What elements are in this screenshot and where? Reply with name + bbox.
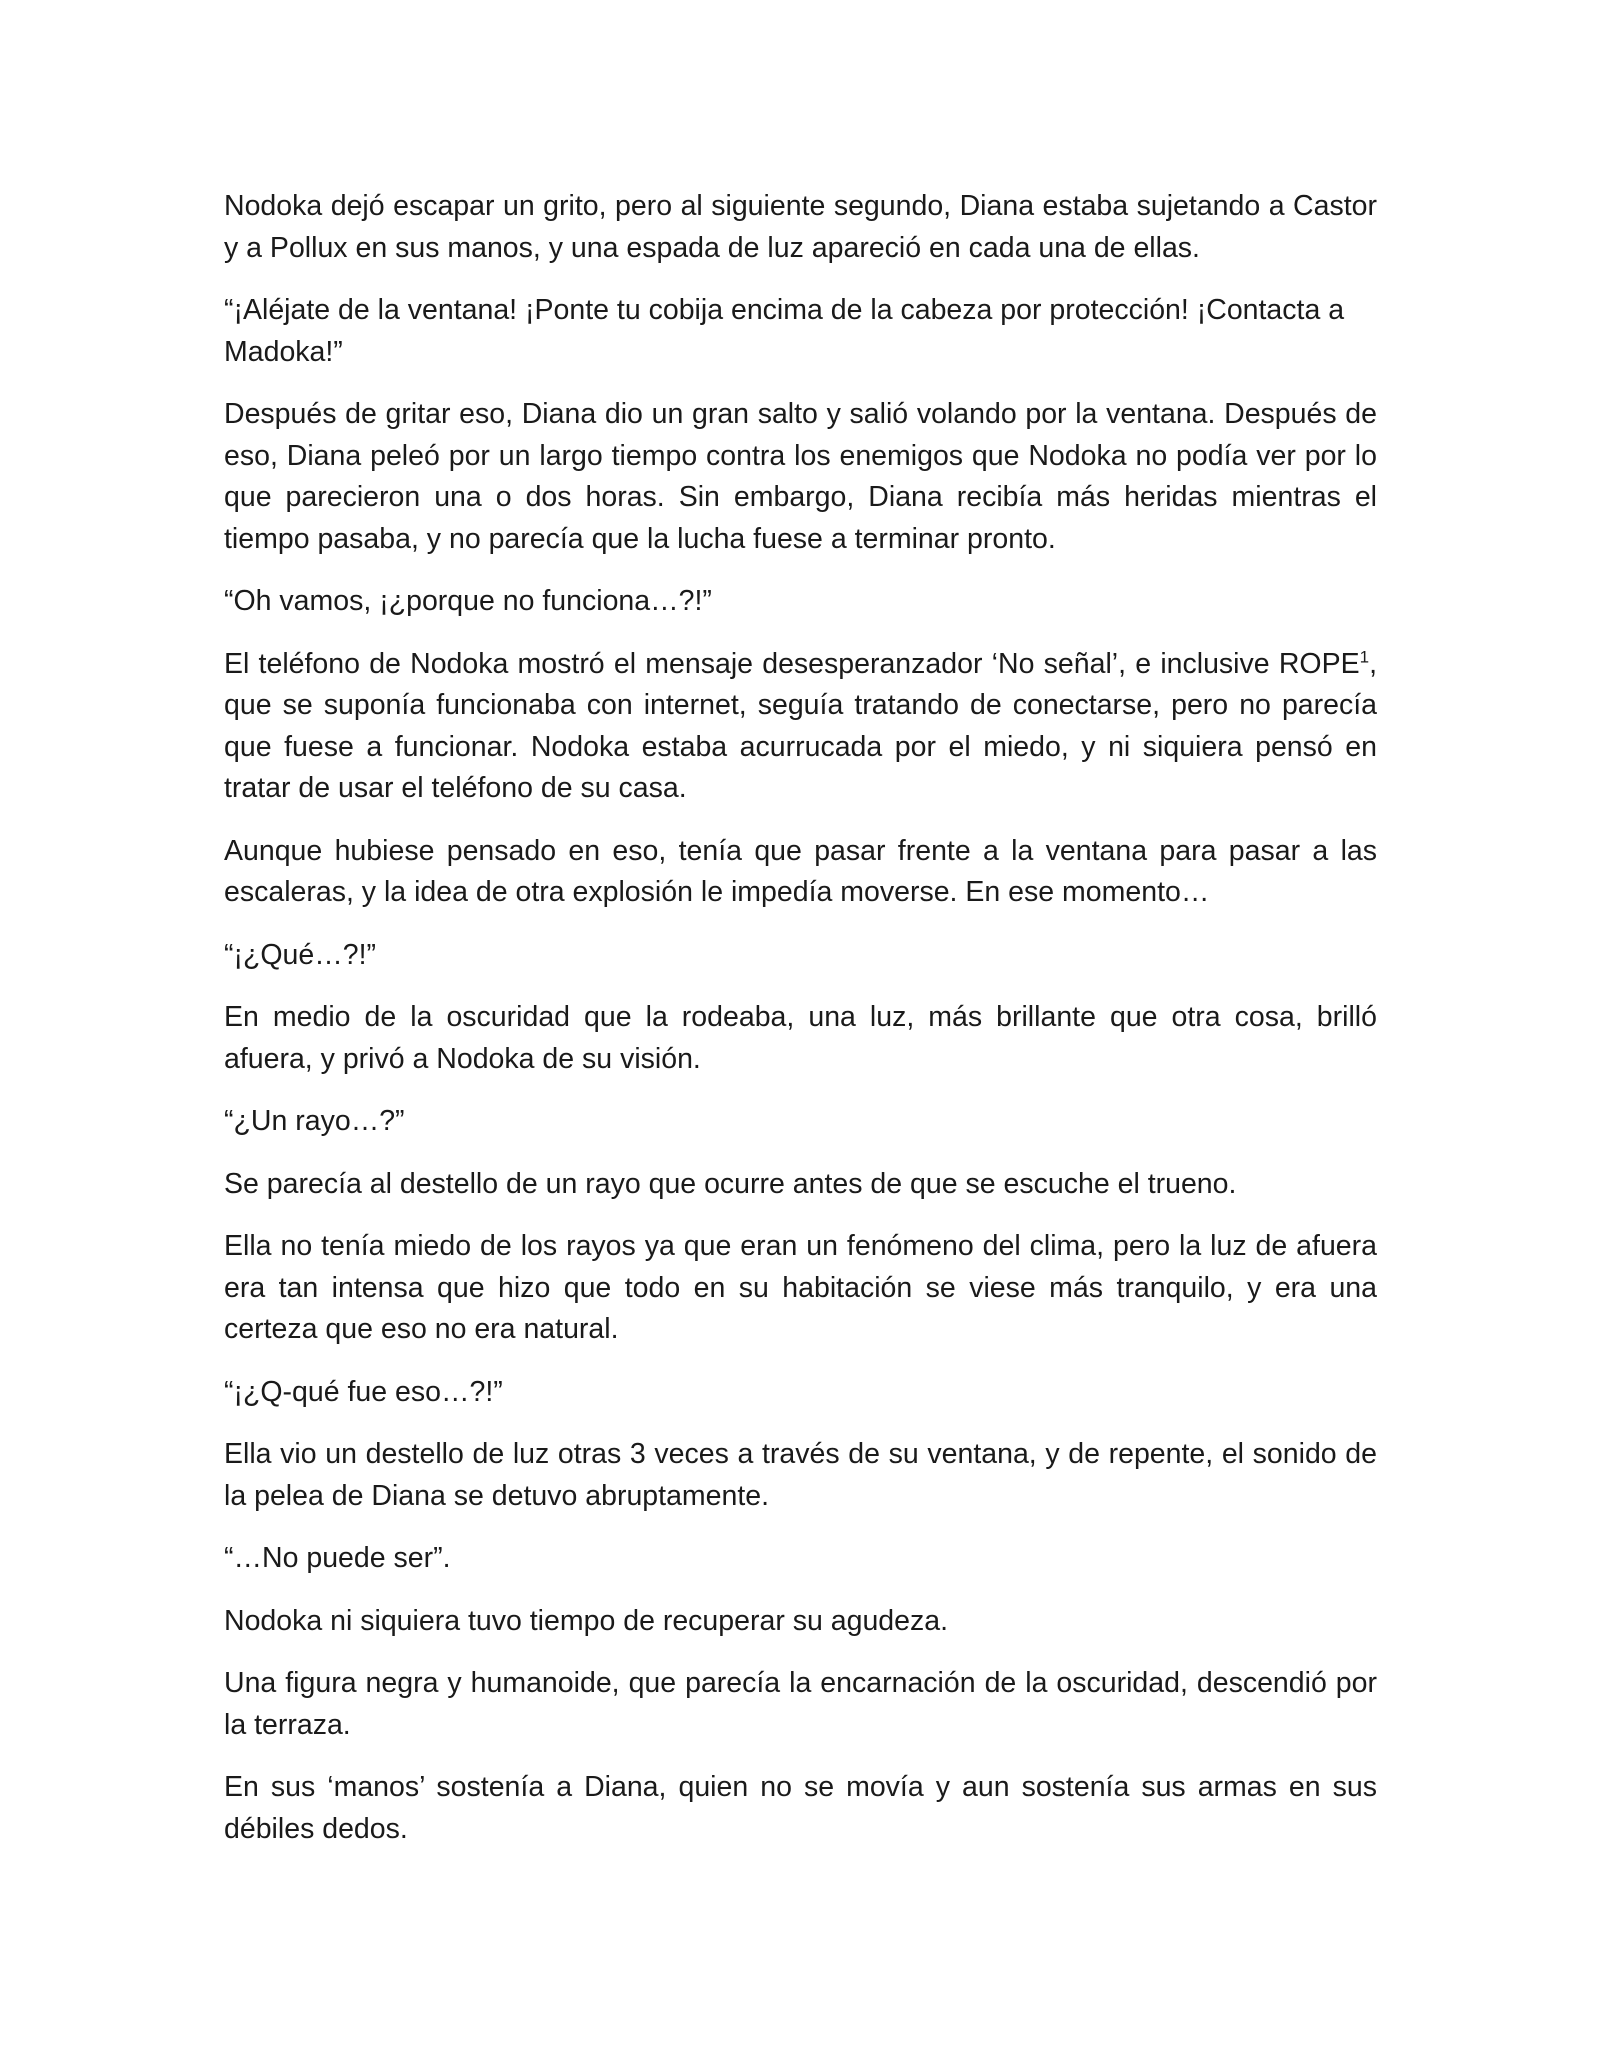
paragraph-3: Después de gritar eso, Diana dio un gran salto y salió volando por la ventana. Después de eso, Diana peleó por un largo tiempo contra los enemigos que Nodoka no podía ver por lo que parecieron una o dos horas. Sin embargo, Diana recibía más heridas mientras el tiempo pasaba, y no parecía que la lucha fuese a terminar pronto. xyxy=(224,398,1377,555)
paragraph-13: Ella vio un destello de luz otras 3 veces a través de su ventana, y de repente, el sonido de la pelea de Diana se detuvo abruptamente. xyxy=(224,1438,1377,1512)
paragraph-17: En sus ‘manos’ sostenía a Diana, quien no se movía y aun sostenía sus armas en sus débiles dedos. xyxy=(224,1771,1377,1845)
document-page xyxy=(224,186,1377,1871)
paragraph-2: “¡Aléjate de la ventana! ¡Ponte tu cobija encima de la cabeza por protección! ¡Contacta a Madoka!” xyxy=(224,294,1345,368)
paragraph-4: “Oh vamos, ¡¿porque no funciona…?!” xyxy=(224,585,712,617)
paragraph-11: Ella no tenía miedo de los rayos ya que eran un fenómeno del clima, pero la luz de afuera era tan intensa que hizo que todo en su habitación se viese más tranquilo, y era una certeza que eso no era natural. xyxy=(224,1230,1377,1345)
paragraph-12: “¡¿Q-qué fue eso…?!” xyxy=(224,1375,503,1408)
paragraph-1: Nodoka dejó escapar un grito, pero al siguiente segundo, Diana estaba sujetando a Castor y a Pollux en sus manos, y una espada de luz apareció en cada una de ellas. xyxy=(224,190,1377,264)
paragraph-15: Nodoka ni siquiera tuvo tiempo de recuperar su agudeza. xyxy=(224,1604,949,1637)
paragraph-14: “…No puede ser”. xyxy=(224,1542,451,1574)
paragraph-5-text-after: , que se suponía funcionaba con internet, seguía tratando de conectarse, pero no parecía que fuese a funcionar. Nodoka estaba acurrucada por el miedo, y ni siquiera pensó en tratar de usar el teléfono de su casa. xyxy=(224,647,1377,804)
paragraph-5 xyxy=(224,644,1377,810)
paragraph-16: Una figura negra y humanoide, que parecía la encarnación de la oscuridad, descendió por la terraza. xyxy=(224,1667,1377,1741)
paragraph-8: En medio de la oscuridad que la rodeaba, una luz, más brillante que otra cosa, brilló afuera, y privó a Nodoka de su visión. xyxy=(224,1001,1377,1075)
paragraph-10: Se parecía al destello de un rayo que ocurre antes de que se escuche el trueno. xyxy=(224,1167,1237,1200)
footnote-marker: 1 xyxy=(1359,647,1370,666)
paragraph-9: “¿Un rayo…?” xyxy=(224,1105,405,1137)
paragraph-6: Aunque hubiese pensado en eso, tenía que pasar frente a la ventana para pasar a las escaleras, y la idea de otra explosión le impedía moverse. En ese momento… xyxy=(224,834,1377,908)
paragraph-7: “¡¿Qué…?!” xyxy=(224,938,377,971)
paragraph-5-text-before: El teléfono de Nodoka mostró el mensaje desesperanzador ‘No señal’, e inclusive ROPE xyxy=(224,647,1360,680)
